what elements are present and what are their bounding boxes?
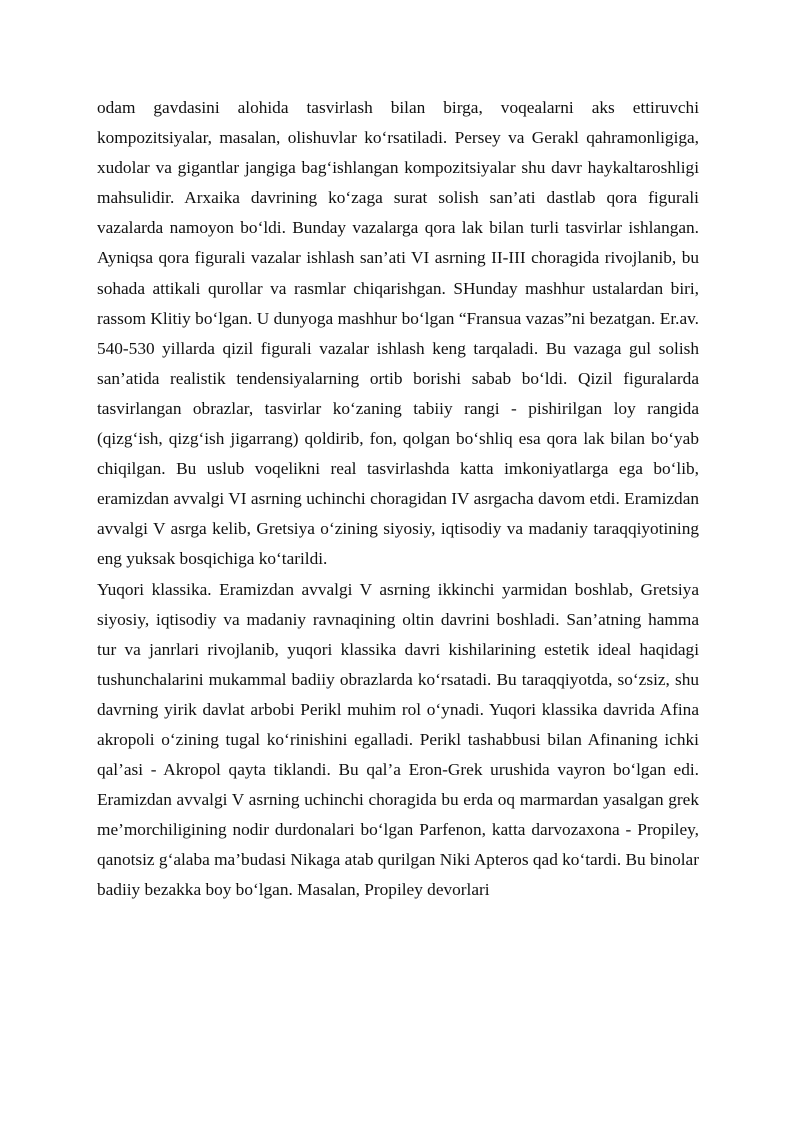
paragraph-vase-painting: odam gavdasini alohida tasvirlash bilan birga, voqealarni aks ettiruvchi kompozitsiyalar, masalan, olishuvlar koʻrsatiladi. Persey va Gerakl qahramonligiga, xudolar va gigantlar jangiga bagʻishlangan kompozitsiyalar shu davr haykaltaroshligi mahsulidir. Arxaika davrining koʻzaga surat solish san’ati dastlab qora figurali vazalarda namoyon boʻldi. Bunday vazalarga qora lak bilan turli tasvirlar ishlangan. Ayniqsa qora figurali vazalar ishlash san’ati VI asrning II-III choragida rivojlanib, bu sohada attikali qurollar va rasmlar chiqarishgan. SHunday mashhur ustalardan biri, rassom Klitiy boʻlgan. U dunyoga mashhur boʻlgan “Fransua vazas”ni bezatgan. Er.av. 540-530 yillarda qizil figurali vazalar ishlash keng tarqaladi. Bu vazaga gul solish san’atida realistik tendensiyalarning ortib borishi sabab boʻldi. Qizil figuralarda tasvirlangan obrazlar, tasvirlar koʻzaning tabiiy rangi - pishirilgan loy rangida (qizgʻish, qizgʻish jigarrang) qoldirib, fon, qolgan boʻshliq esa qora lak bilan boʻyab chiqilgan. Bu uslub voqelikni real tasvirlashda katta imkoniyatlarga ega boʻlib, eramizdan avvalgi VI asrning uchinchi choragidan IV asrgacha davom etdi. Eramizdan avvalgi V asrga kelib, Gretsiya oʻzining siyosiy, iqtisodiy va madaniy taraqqiyotining eng yuksak bosqichiga koʻtarildi. (97, 98, 699, 569)
paragraph-high-classics: Yuqori klassika. Eramizdan avvalgi V asrning ikkinchi yarmidan boshlab, Gretsiya siyosiy, iqtisodiy va madaniy ravnaqining oltin davrini boshladi. San’atning hamma tur va janrlari rivojlanib, yuqori klassika davri kishilarining estetik ideal haqidagi tushunchalarini mukammal badiiy obrazlarda koʻrsatadi. Bu taraqqiyotda, soʻzsiz, shu davrning yirik davlat arbobi Perikl muhim rol oʻynadi. Yuqori klassika davrida Afina akropoli oʻzining tugal koʻrinishini egalladi. Perikl tashabbusi bilan Afinaning ichki qal’asi - Akropol qayta tiklandi. Bu qal’a Eron-Grek urushida vayron boʻlgan edi. Eramizdan avvalgi V asrning uchinchi choragida bu erda oq marmardan yasalgan grek me’morchiligining nodir durdonalari boʻlgan Parfenon, katta darvozaxona - Propiley, qanotsiz gʻalaba ma’budasi Nikaga atab qurilgan Niki Apteros qad koʻtardi. Bu binolar badiiy bezakka boy boʻlgan. Masalan, Propiley devorlari (97, 579, 699, 900)
document-page (97, 93, 699, 906)
